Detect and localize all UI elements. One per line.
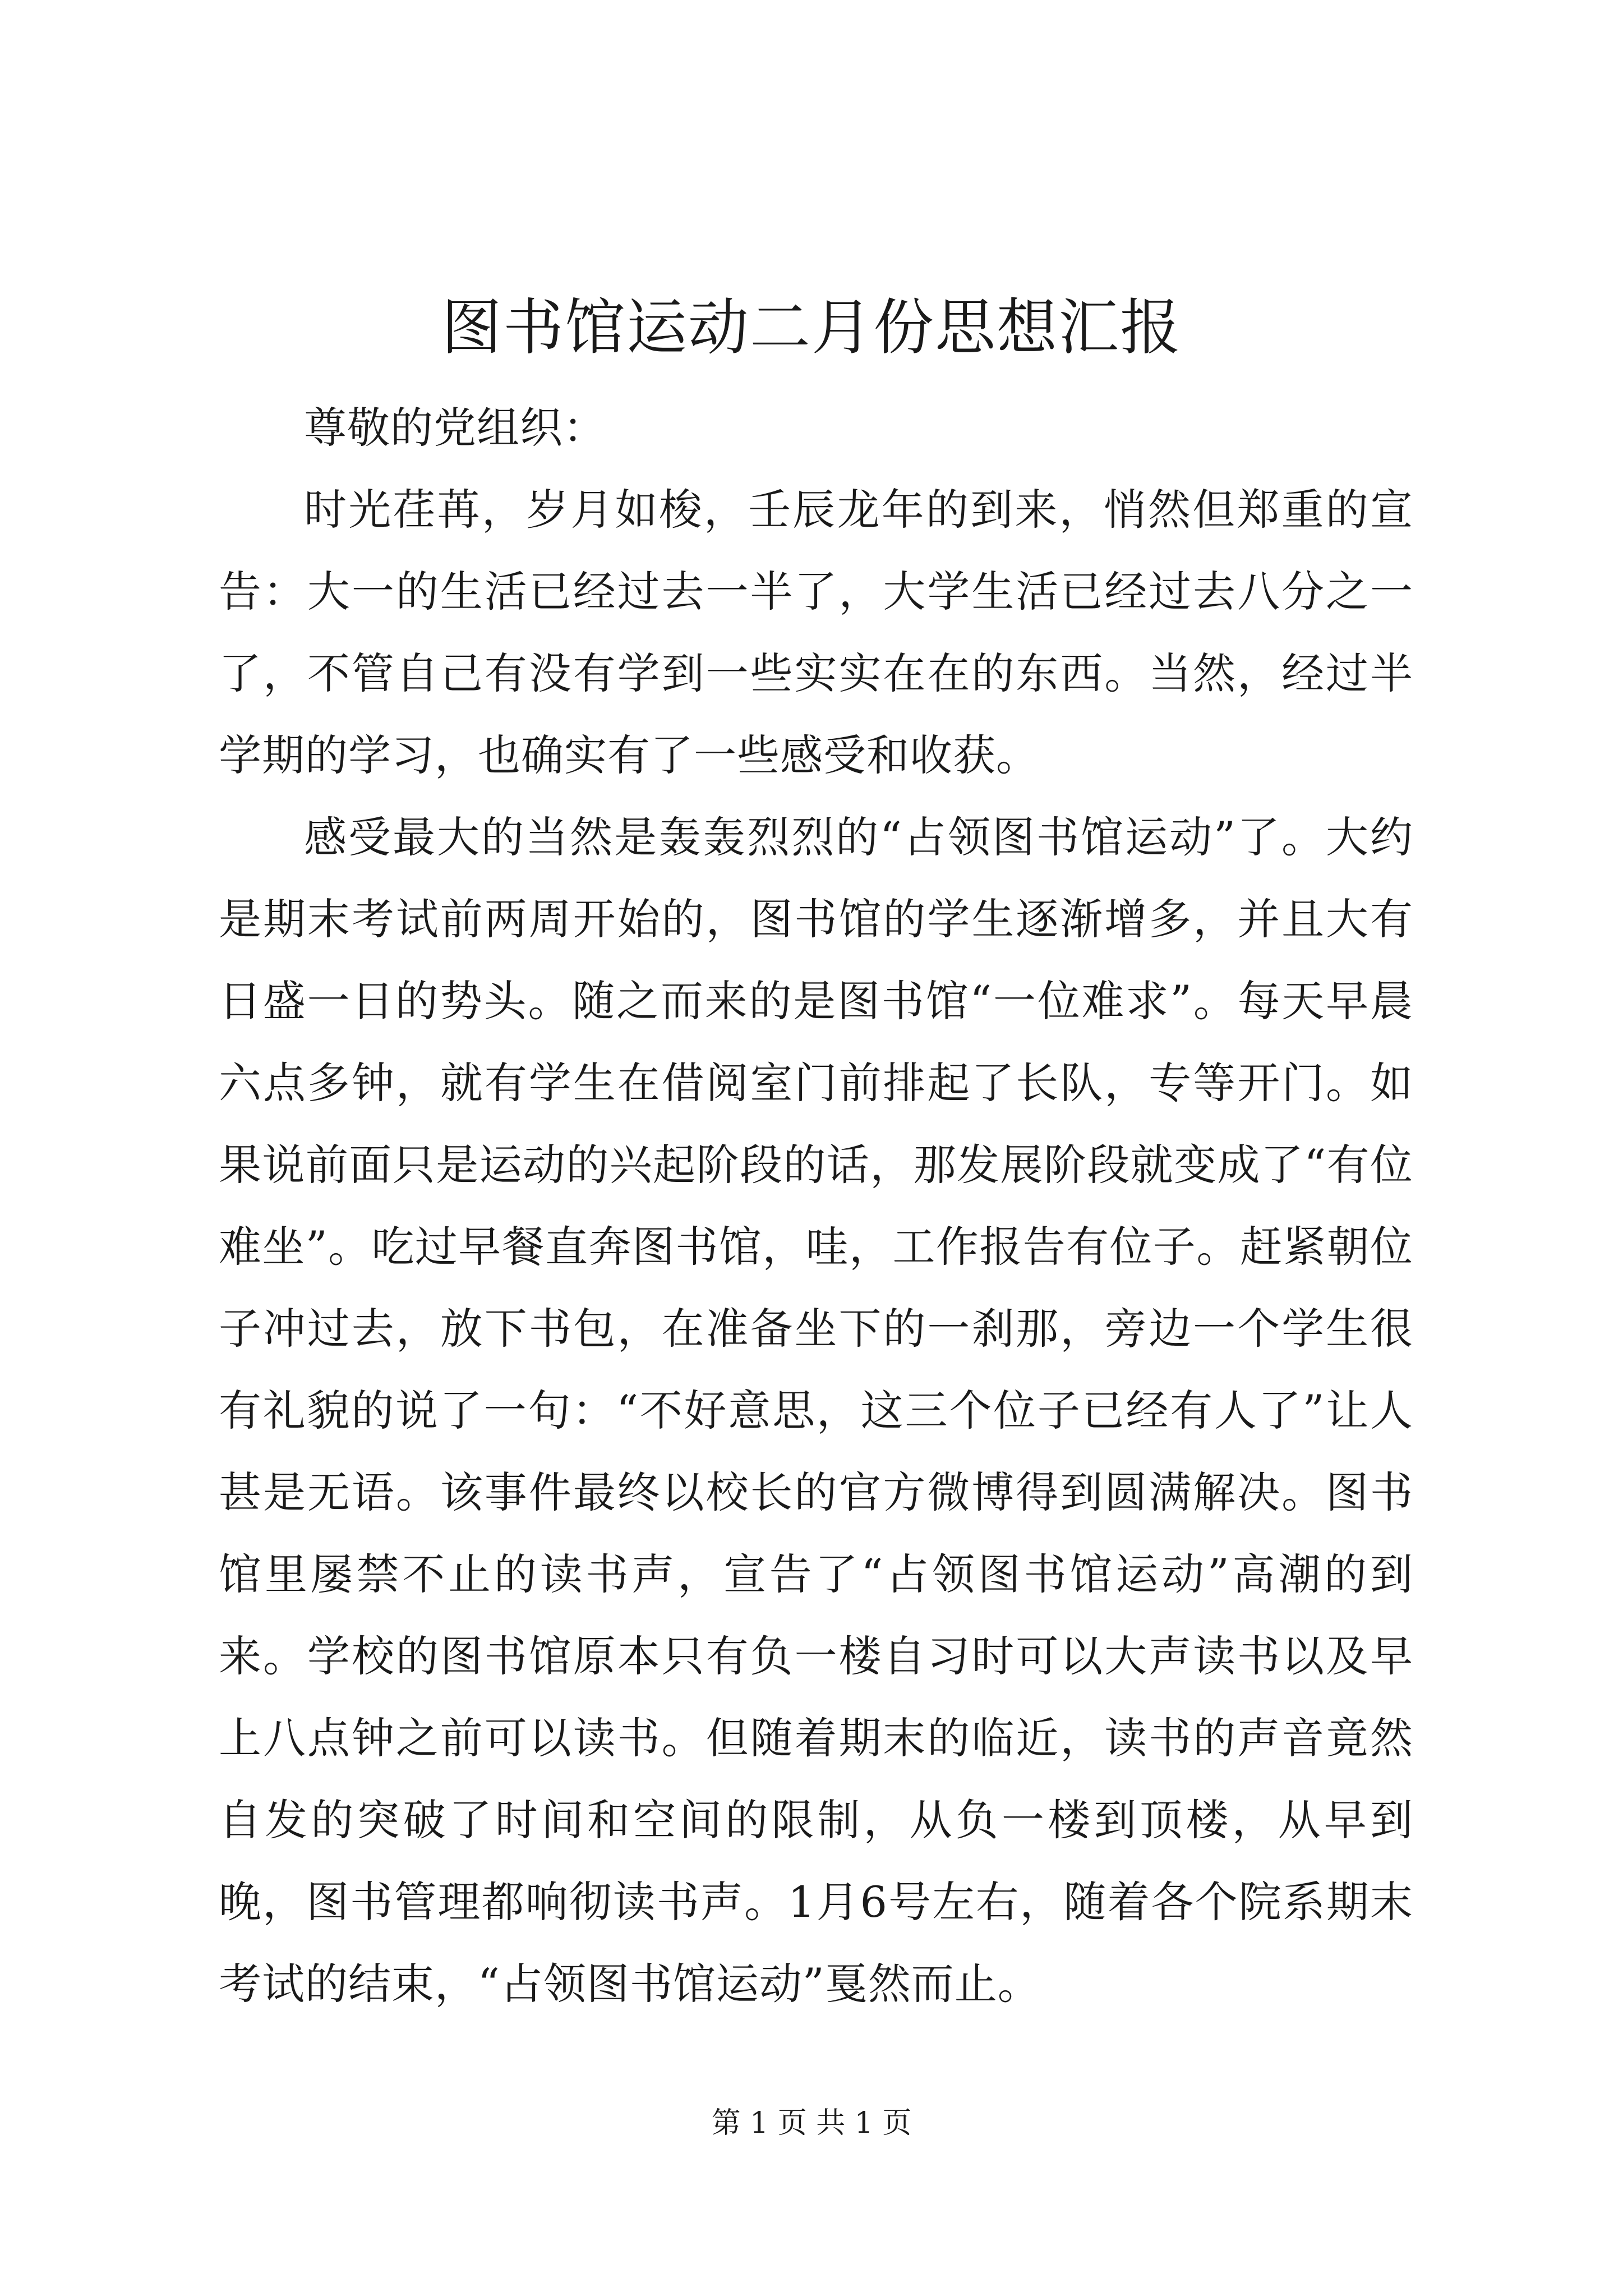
page-footer: 第 1 页 共 1 页 bbox=[711, 2106, 912, 2140]
salutation: 尊敬的党组织： bbox=[304, 403, 606, 453]
document-body bbox=[219, 387, 1413, 2025]
paragraph-intro: 时光荏苒，岁月如梭，壬辰龙年的到来，悄然但郑重的宣告：大一的生活已经过去一半了，大学生活已经过去八分之一了，不管自己有没有学到一些实实在在的东西。当然，经过半学期的学习，也确实有了一些感受和收获。 bbox=[219, 485, 1413, 780]
document-title: 图书馆运动二月份思想汇报 bbox=[441, 293, 1182, 363]
paragraph-library-movement: 感受最大的当然是轰轰烈烈的“占领图书馆运动”了。大约是期末考试前两周开始的，图书馆的学生逐渐增多，并且大有日盛一日的势头。随之而来的是图书馆“一位难求”。每天早晨六点多钟，就有学生在借阅室门前排起了长队，专等开门。如果说前面只是运动的兴起阶段的话，那发展阶段就变成了“有位难坐”。吃过早餐直奔图书馆，哇，工作报告有位子。赶紧朝位子冲过去，放下书包，在准备坐下的一刹那，旁边一个学生很有礼貌的说了一句：“不好意思，这三个位子已经有人了”让人甚是无语。该事件最终以校长的官方微博得到圆满解决。图书馆里屡禁不止的读书声，宣告了“占领图书馆运动”高潮的到来。学校的图书馆原本只有负一楼自习时可以大声读书以及早上八点钟之前可以读书。但随着期末的临近，读书的声音竟然自发的突破了时间和空间的限制，从负一楼到顶楼，从早到晚，图书管理都响彻读书声。1月6号左右，随着各个院系期末考试的结束，“占领图书馆运动”戛然而止。 bbox=[219, 812, 1413, 2009]
